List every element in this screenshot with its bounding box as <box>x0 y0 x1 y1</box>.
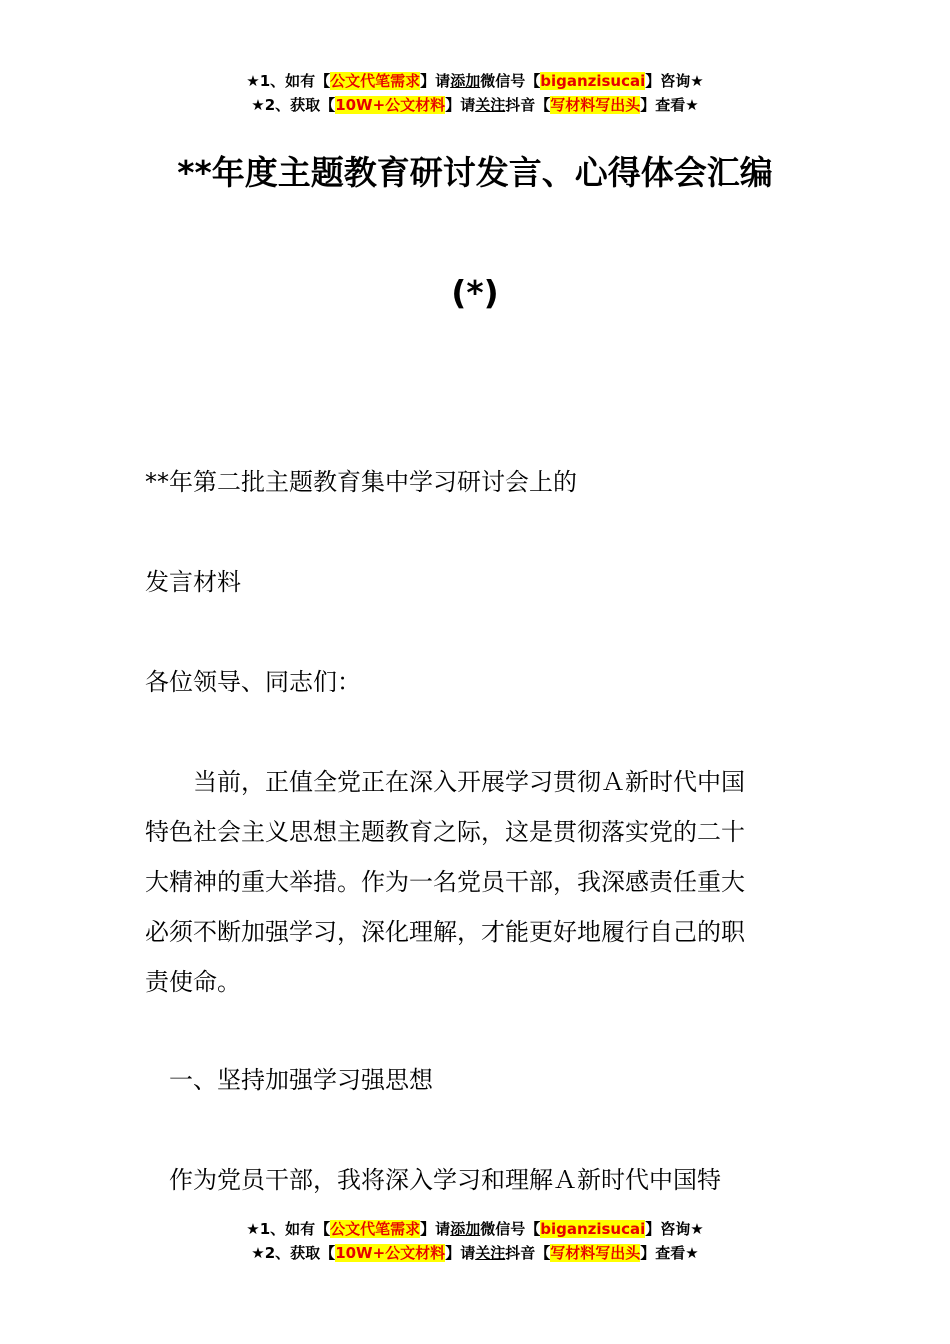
banner-highlight: 公文代笔需求 <box>330 72 421 90</box>
bottom-banner <box>0 1217 950 1265</box>
salutation: 各位领导、同志们： <box>145 668 361 696</box>
body-paragraph-2: 作为党员干部，我将深入学习和理解Ａ新时代中国特 <box>145 1166 721 1194</box>
document-title: **年度主题教育研讨发言、心得体会汇编 <box>177 153 773 192</box>
paragraph-line: 当前，正值全党正在深入开展学习贯彻Ａ新时代中国 <box>145 768 745 796</box>
banner-wechat-id: biganzisucai <box>540 72 646 90</box>
speech-heading-line-1: **年第二批主题教育集中学习研讨会上的 <box>145 468 577 496</box>
document-subtitle: (*) <box>451 273 499 312</box>
banner-line-1: ★1、如有【公文代笔需求】请添加微信号【biganzisucai】咨询★ <box>246 72 704 90</box>
paragraph-line: 必须不断加强学习，深化理解，才能更好地履行自己的职 <box>145 918 745 946</box>
section-heading-1: 一、坚持加强学习强思想 <box>145 1066 433 1094</box>
paragraph-line: 责使命。 <box>145 968 241 996</box>
banner-highlight: 10W+公文材料 <box>335 1244 446 1262</box>
body-paragraph-1 <box>145 757 810 1007</box>
speech-heading-line-2: 发言材料 <box>145 568 241 596</box>
banner-douyin-name: 写材料写出头 <box>550 96 641 114</box>
paragraph-line: 特色社会主义思想主题教育之际，这是贯彻落实党的二十 <box>145 818 745 846</box>
banner-line-1: ★1、如有【公文代笔需求】请添加微信号【biganzisucai】咨询★ <box>246 1220 704 1238</box>
banner-line-2: ★2、获取【10W+公文材料】请关注抖音【写材料写出头】查看★ <box>251 1244 699 1262</box>
banner-highlight: 10W+公文材料 <box>335 96 446 114</box>
paragraph-line: 大精神的重大举措。作为一名党员干部，我深感责任重大 <box>145 868 745 896</box>
banner-wechat-id: biganzisucai <box>540 1220 646 1238</box>
banner-line-2: ★2、获取【10W+公文材料】请关注抖音【写材料写出头】查看★ <box>251 96 699 114</box>
top-banner <box>0 69 950 117</box>
banner-highlight: 公文代笔需求 <box>330 1220 421 1238</box>
banner-douyin-name: 写材料写出头 <box>550 1244 641 1262</box>
